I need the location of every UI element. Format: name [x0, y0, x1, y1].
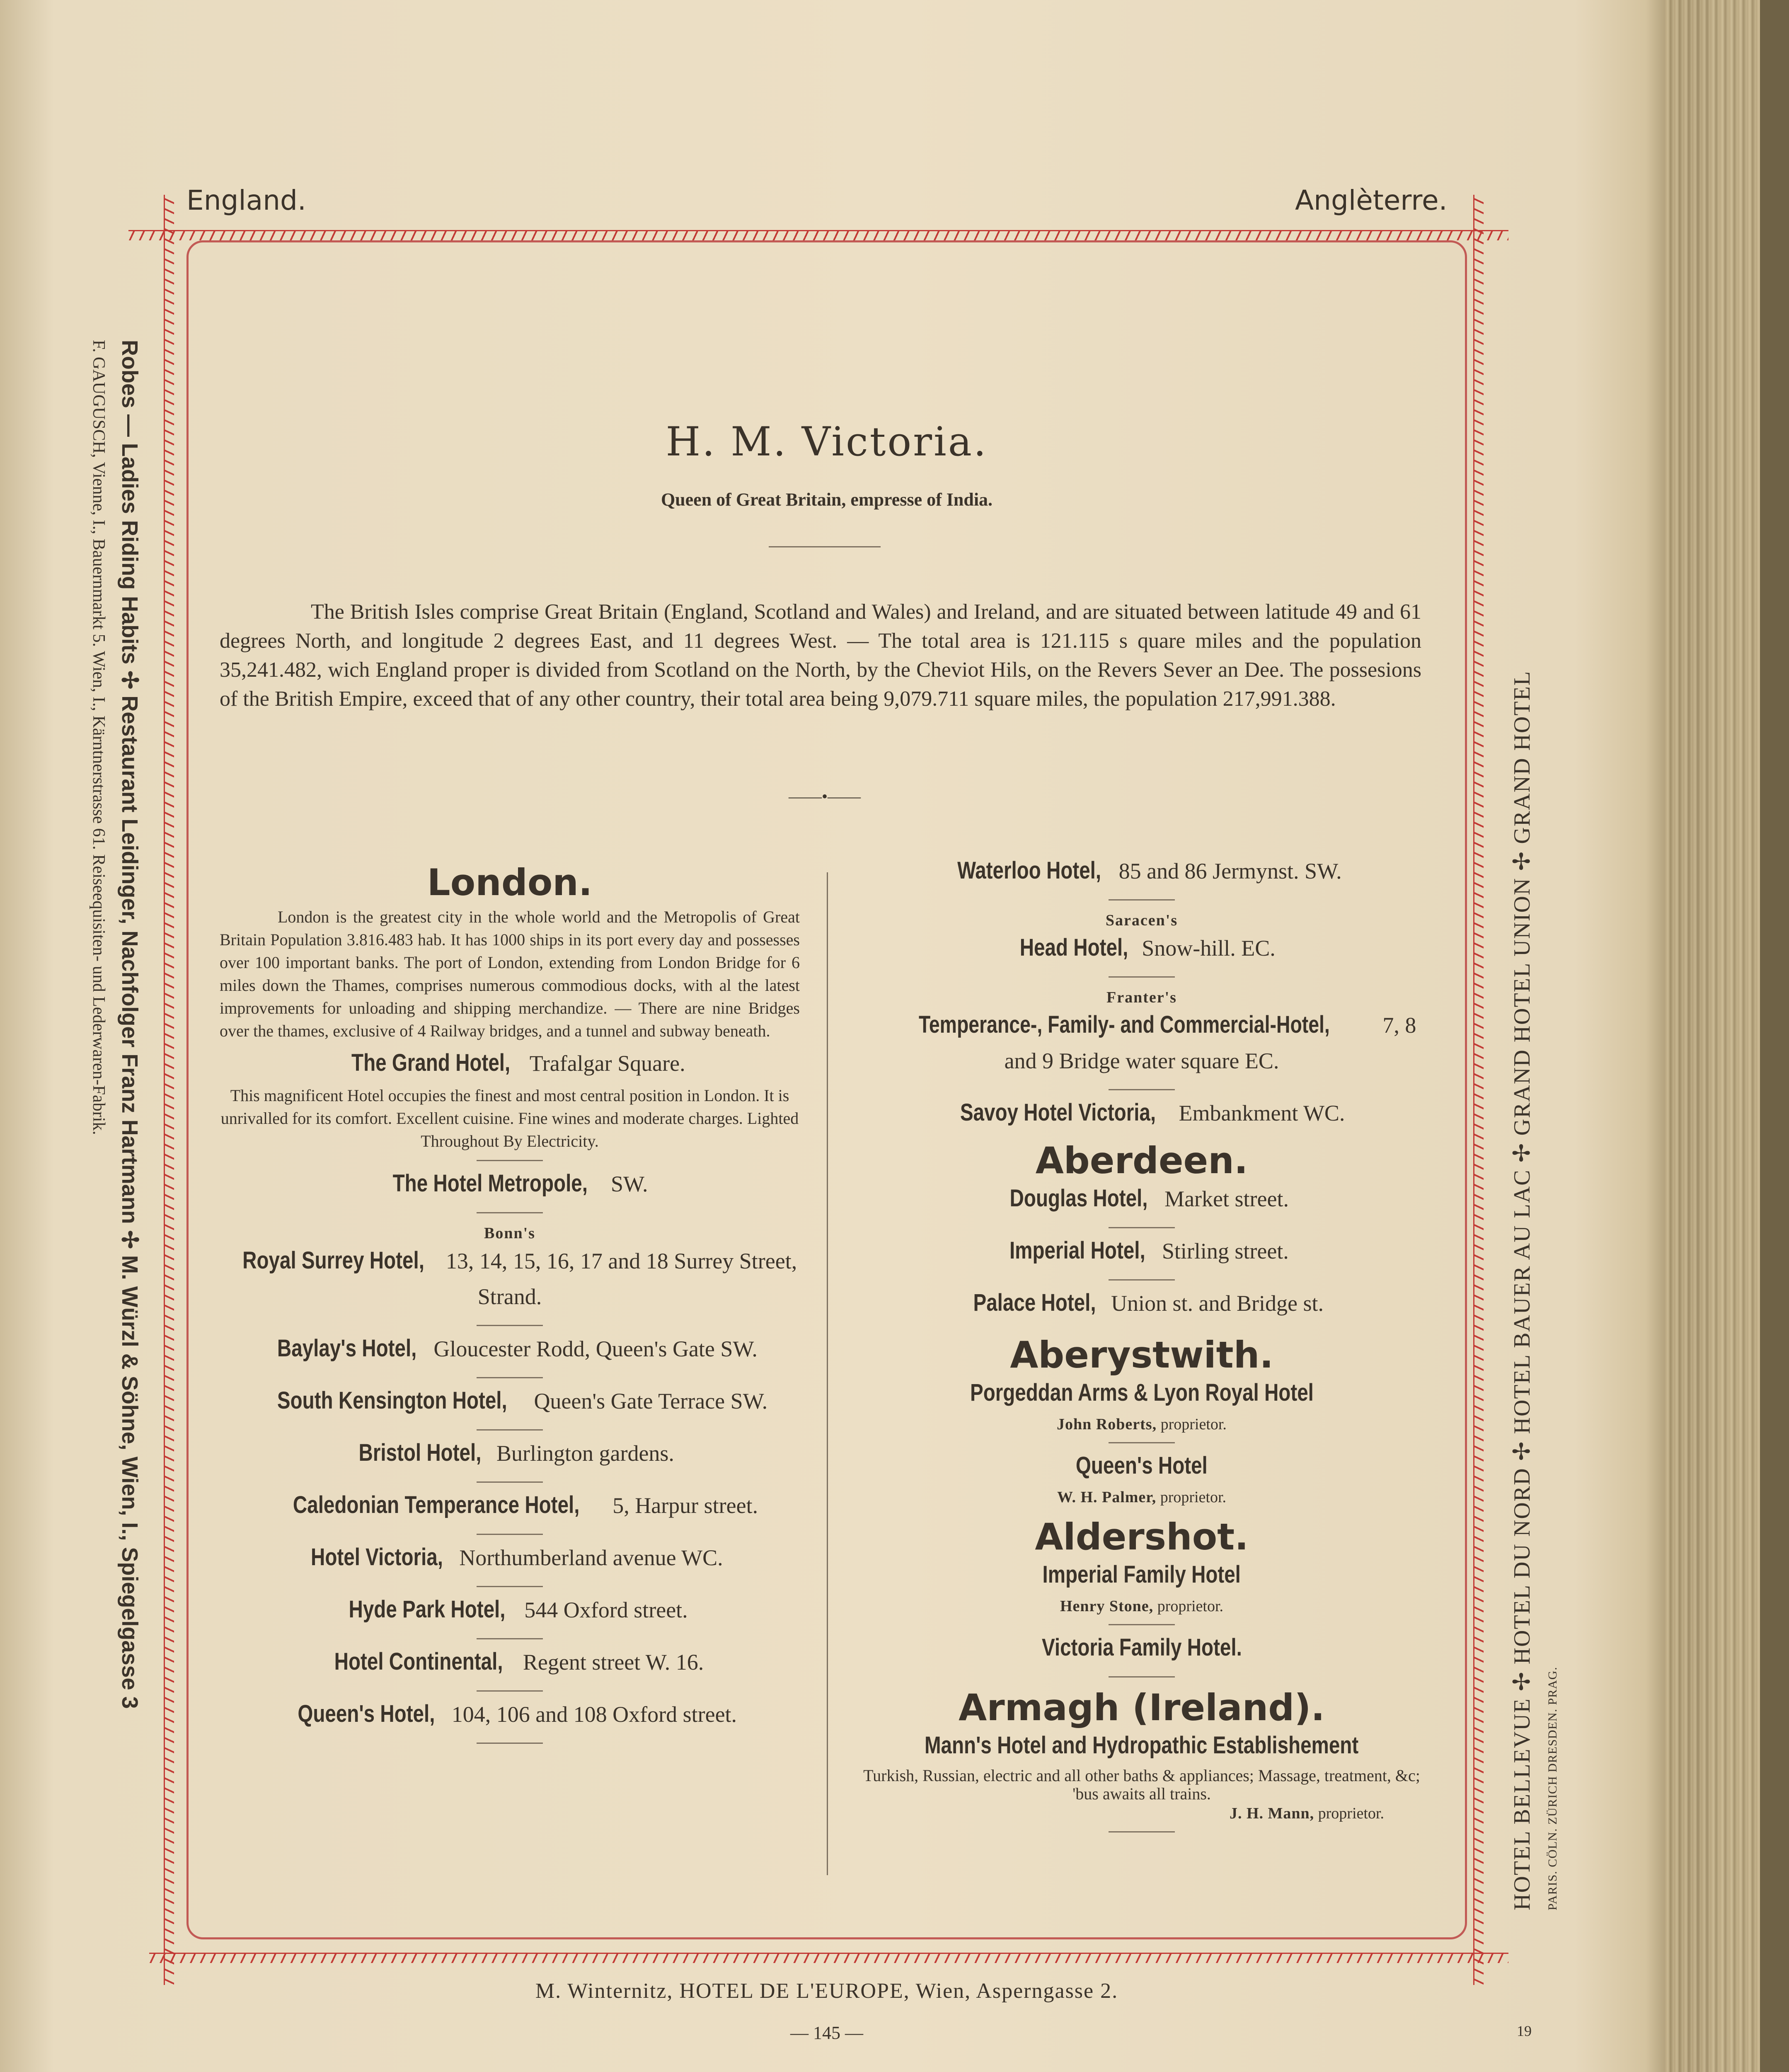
border-left — [164, 195, 174, 1985]
armagh-description: Turkish, Russian, electric and all other baths & appliances; Massage, treatment, &c; 'bus awaits all trains. — [863, 1766, 1420, 1803]
hotel-entry — [220, 1699, 800, 1735]
hotel-entry — [220, 1490, 800, 1526]
hotel-address: Stirling street. — [1162, 1239, 1289, 1264]
section-ornament: ——•—— — [788, 787, 861, 806]
page-subtitle: Queen of Great Britain, empresse of India. — [661, 489, 993, 510]
hotel-prefix: Saracen's — [1105, 912, 1178, 929]
proprietor-role: proprietor. — [1157, 1598, 1224, 1615]
hotel-name: Hotel Victoria, — [311, 1544, 443, 1571]
proprietor-line — [850, 1414, 1434, 1435]
hotel-name: Imperial Hotel, — [1009, 1237, 1145, 1264]
hotel-name: Head Hotel, — [1019, 934, 1128, 961]
proprietor-name: Henry Stone, — [1060, 1598, 1154, 1615]
proprietor-line — [850, 1487, 1434, 1508]
hotel-name: Mann's Hotel and Hydropathic Establishement — [925, 1732, 1359, 1759]
hotel-address: Trafalgar Square. — [529, 1051, 685, 1076]
hotel-name: Imperial Family Hotel — [1042, 1561, 1241, 1588]
hotel-name: Waterloo Hotel, — [957, 857, 1101, 884]
hotel-entry — [850, 1098, 1434, 1134]
hotel-name: Caledonian Temperance Hotel, — [293, 1491, 580, 1518]
border-bottom — [149, 1953, 1508, 1963]
border-right — [1473, 195, 1484, 1985]
hotel-entry — [220, 1386, 800, 1422]
hotel-address: SW. — [611, 1172, 648, 1196]
hotel-name: Douglas Hotel, — [1009, 1185, 1148, 1212]
hotel-name: South Kensington Hotel, — [277, 1387, 507, 1414]
hotel-entry — [220, 1334, 800, 1370]
city-aberdeen: Aberdeen. — [1035, 1139, 1248, 1182]
hotel-address: Northumberland avenue WC. — [459, 1545, 723, 1570]
title-rule — [769, 546, 881, 547]
hotel-address: 5, Harpur street. — [612, 1493, 758, 1518]
proprietor-name: W. H. Palmer, — [1057, 1489, 1157, 1506]
hotel-address: Gloucester Rodd, Queen's Gate SW. — [433, 1336, 758, 1361]
sheet-number: 19 — [1517, 2023, 1532, 2039]
hotel-address: 7, 8 and 9 Bridge water square EC. — [1004, 1013, 1416, 1073]
header-right: Anglèterre. — [1295, 184, 1448, 216]
hotel-name: The Grand Hotel, — [351, 1049, 511, 1076]
divider — [1109, 1676, 1175, 1677]
footer-advert: M. Winternitz, HOTEL DE L'EUROPE, Wien, Asperngasse 2. — [535, 1979, 1118, 2003]
proprietor-line — [850, 1803, 1434, 1824]
right-column — [850, 856, 1434, 1840]
divider — [1109, 1624, 1175, 1625]
hotel-prefix: Bonn's — [484, 1225, 535, 1242]
divider — [1109, 1279, 1175, 1280]
city-armagh: Armagh (Ireland). — [959, 1686, 1325, 1729]
right-margin-hotels: HOTEL BELLEVUE ✢ HOTEL DU NORD ✢ HOTEL BAUER AU LAC ✢ GRAND HOTEL UNION ✢ GRAND HOTEL — [1509, 670, 1535, 1910]
hotel-address: Queen's Gate Terrace SW. — [534, 1389, 768, 1414]
hotel-address: Market street. — [1164, 1186, 1289, 1211]
divider — [477, 1212, 543, 1213]
page-title: H. M. Victoria. — [666, 419, 988, 465]
proprietor-role: proprietor. — [1160, 1489, 1227, 1506]
hotel-name: Royal Surrey Hotel, — [242, 1247, 424, 1274]
hotel-entry — [850, 856, 1434, 892]
right-margin-cities: PARIS. CÖLN. ZÜRICH DRESDEN. PRAG. — [1546, 1667, 1559, 1910]
divider — [1109, 1227, 1175, 1228]
proprietor-name: J. H. Mann, — [1229, 1805, 1315, 1822]
hotel-name: Hyde Park Hotel, — [349, 1596, 506, 1623]
divider — [477, 1377, 543, 1378]
intro-paragraph: The British Isles comprise Great Britain (England, Scotland and Wales) and Ireland, and are situated between latitude 49 and 61 degrees North, and longitude 2 degrees East, and 11 degrees West. — The total area is 121.115 s quare miles and the population 35,241.482, wich England proper is divided from Scotland on the North, by the Cheviot Hils, on the Revers Sever an Dee. The possesions of the British Empire, exceed that of any other country, their total area being 9,079.711 square miles, the population 217,991.388. — [220, 600, 1421, 711]
divider — [477, 1481, 543, 1483]
hotel-name: Porgeddan Arms & Lyon Royal Hotel — [970, 1379, 1314, 1406]
divider — [477, 1690, 543, 1692]
hotel-entry — [220, 1246, 800, 1317]
hotel-entry — [850, 1451, 1434, 1487]
hotel-address: Regent street W. 16. — [523, 1650, 704, 1675]
divider — [477, 1160, 543, 1161]
city-london: London. — [427, 861, 593, 904]
grand-hotel-description: This magnificent Hotel occupies the finest and most central position in London. It is unrivalled for its comfort. Excellent cuisine. Fine wines and moderate charges. Lighted Throughout By Electricity. — [220, 1086, 799, 1150]
hotel-entry — [850, 933, 1434, 969]
hotel-entry — [850, 1560, 1434, 1596]
hotel-name: Bristol Hotel, — [358, 1439, 482, 1466]
divider — [477, 1638, 543, 1639]
hotel-name: Queen's Hotel, — [298, 1700, 435, 1727]
border-top — [128, 230, 1508, 240]
city-aldershot: Aldershot. — [1035, 1515, 1249, 1558]
divider — [477, 1534, 543, 1535]
divider — [1109, 1442, 1175, 1443]
hotel-address: Snow-hill. EC. — [1142, 936, 1276, 961]
hotel-address: Embankment WC. — [1179, 1101, 1345, 1126]
column-separator — [827, 872, 828, 1875]
page-number: — 145 — — [790, 2023, 863, 2043]
hotel-entry — [850, 1236, 1434, 1272]
hotel-entry — [850, 1010, 1434, 1082]
hotel-entry — [220, 1048, 800, 1084]
divider — [477, 1586, 543, 1587]
hotel-entry — [220, 1595, 800, 1631]
divider — [477, 1325, 543, 1326]
proprietor-line — [850, 1596, 1434, 1617]
hotel-entry — [220, 1438, 800, 1474]
page-shadow — [1760, 0, 1789, 2072]
divider — [1109, 1831, 1175, 1832]
hotel-name: Palace Hotel, — [973, 1289, 1096, 1316]
hotel-address: 544 Oxford street. — [524, 1598, 688, 1622]
city-aberystwith: Aberystwith. — [1010, 1334, 1273, 1376]
proprietor-role: proprietor. — [1318, 1805, 1384, 1822]
divider — [1109, 976, 1175, 978]
hotel-prefix: Franter's — [1106, 989, 1177, 1006]
hotel-name: The Hotel Metropole, — [393, 1170, 588, 1197]
header-left: England. — [186, 184, 306, 216]
hotel-entry — [850, 1288, 1434, 1324]
hotel-address: 13, 14, 15, 16, 17 and 18 Surrey Street, Strand. — [445, 1249, 797, 1309]
hotel-name: Baylay's Hotel, — [277, 1335, 417, 1362]
hotel-entry — [220, 1542, 800, 1578]
hotel-entry — [850, 1378, 1434, 1414]
hotel-entry — [850, 1633, 1434, 1669]
left-column — [220, 860, 800, 1751]
proprietor-name: John Roberts, — [1057, 1416, 1157, 1433]
hotel-name: Savoy Hotel Victoria, — [960, 1099, 1156, 1126]
hotel-entry — [850, 1184, 1434, 1220]
hotel-entry — [220, 1169, 800, 1205]
hotel-name: Victoria Family Hotel. — [1041, 1634, 1242, 1661]
divider — [477, 1743, 543, 1744]
left-margin-addresses: F. GAUGUSCH, Vienne, I., Bauernmarkt 5. Wien, I., Kärntnerstrasse 61. Reiseequisiten- und Lederwaren-Fabrik. — [89, 340, 108, 1135]
hotel-name: Hotel Continental, — [334, 1648, 503, 1675]
left-margin-ads: Robes — Ladies Riding Habits ✢ Restaurant Leidinger, Nachfolger Franz Hartmann ✢ M. Würzl & Söhne, Wien, I., Spiegelgasse 3 — [117, 340, 142, 1709]
hotel-entry — [850, 1731, 1434, 1767]
hotel-name: Temperance-, Family- and Commercial-Hotel, — [918, 1011, 1330, 1038]
divider — [1109, 1089, 1175, 1090]
hotel-address: Union st. and Bridge st. — [1111, 1291, 1324, 1316]
hotel-address: 104, 106 and 108 Oxford street. — [451, 1702, 737, 1727]
london-description: London is the greatest city in the whole world and the Metropolis of Great Britain Population 3.816.483 hab. It has 1000 ships in its port every day and possesses over 100 important banks. The port of London, extending from London Bridge for 6 miles down the Thames, comprises numerous commodious docks, with al the latest improvements for unloading and shipping merchandize. — There are nine Bridges over the thames, exclusive of 4 Railway bridges, and a tunnel and subway beneath. — [220, 908, 800, 1040]
divider — [477, 1429, 543, 1431]
proprietor-role: proprietor. — [1160, 1416, 1227, 1433]
hotel-entry — [220, 1647, 800, 1683]
hotel-address: Burlington gardens. — [496, 1441, 674, 1466]
hotel-address: 85 and 86 Jermynst. SW. — [1118, 859, 1342, 884]
divider — [1109, 899, 1175, 900]
hotel-name: Queen's Hotel — [1076, 1452, 1208, 1479]
